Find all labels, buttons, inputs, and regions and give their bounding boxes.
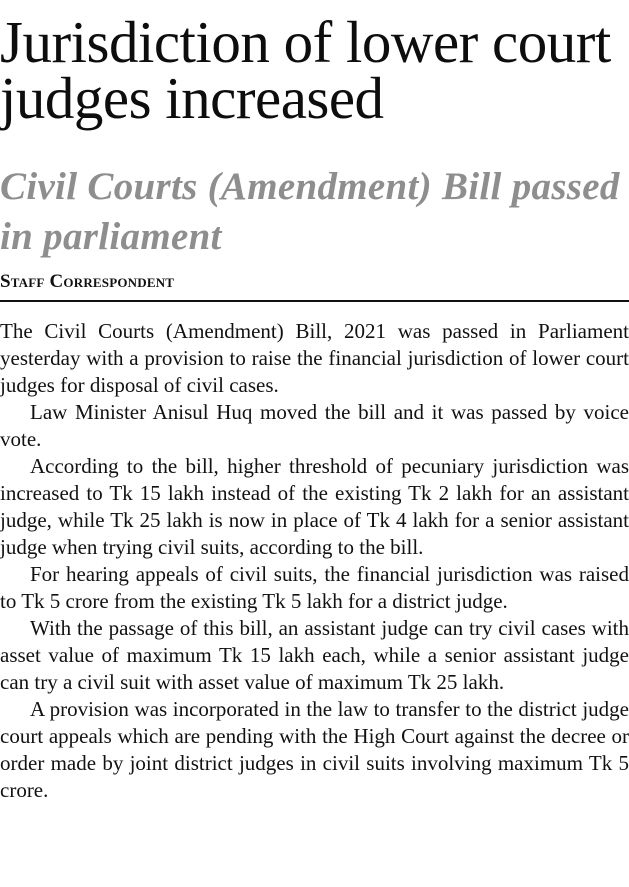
paragraph: The Civil Courts (Amendment) Bill, 2021 was passed in Parliament yesterday with a provision to raise the financial jurisdiction of lower court judges for disposal of civil cases. bbox=[0, 319, 629, 397]
paragraph: According to the bill, higher threshold of pecuniary jurisdiction was increased to Tk 15 lakh instead of the existing Tk 2 lakh for an assistant judge, while Tk 25 lakh is now in place of Tk 4 lakh for a senior assistant judge when trying civil suits, according to the bill. bbox=[0, 454, 629, 559]
divider bbox=[0, 300, 629, 302]
headline: Jurisdiction of lower court judges increased bbox=[0, 9, 611, 131]
byline: Staff Correspondent bbox=[0, 271, 175, 292]
paragraph: Law Minister Anisul Huq moved the bill and it was passed by voice vote. bbox=[0, 400, 629, 451]
paragraph: With the passage of this bill, an assistant judge can try civil cases with asset value of maximum Tk 15 lakh each, while a senior assistant judge can try a civil suit with asset value of maximum Tk 25 lakh. bbox=[0, 616, 629, 694]
article-body bbox=[0, 318, 629, 804]
paragraph: A provision was incorporated in the law to transfer to the district judge court appeals which are pending with the High Court against the decree or order made by joint district judges in civil suits involving maximum Tk 5 crore. bbox=[0, 697, 629, 802]
subheadline: Civil Courts (Amendment) Bill passed in parliament bbox=[0, 165, 620, 258]
paragraph: For hearing appeals of civil suits, the financial jurisdiction was raised to Tk 5 crore from the existing Tk 5 lakh for a district judge. bbox=[0, 562, 629, 613]
